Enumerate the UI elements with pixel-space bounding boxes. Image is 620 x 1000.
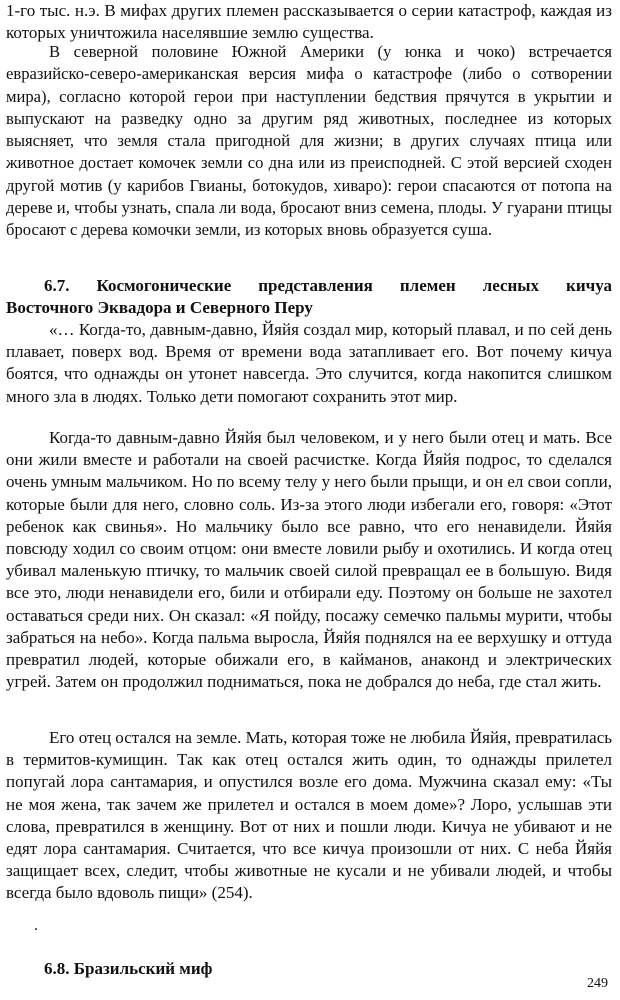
paragraph-father-story: Его отец остался на земле. Мать, которая тоже не любила Йяйя, превратилась в термитов-кумищин. Так как отец остался жить один, то однажды прилетел попугай лора сантамария, и опустился возле его дома. Мужчина сказал ему: «Ты не моя жена, так зачем же прилетел и остался в моем доме»? Лоро, услышав эти слова, превратился в женщину. Вот от них и пошли люди. Кичуа не убивают и не едят лора сантамария. Считается, что все кичуа произошли от них. С неба Йяйя защищает всех, следит, чтобы животные не кусали и не убивали людей, и чтобы всегда было вдоволь пищи» (254).	[6, 728, 612, 903]
heading-word: племен	[399, 276, 456, 295]
section-heading-6-8: 6.8. Бразильский миф	[44, 959, 213, 978]
paragraph-myth-quote-start: «… Когда-то, давным-давно, Йяйя создал мир, который плавал, и по сей день плавает, поверх вод. Время от времени вода затапливает его. Вот почему кичуа боятся, что однажды он утонет навсегда. Это случится, когда накопится слишком много зла в людях. Только дети помогают сохранить этот мир.	[6, 320, 612, 406]
heading-word: представления	[258, 276, 373, 295]
heading-word: 6.7.	[44, 276, 70, 295]
paragraph-catastrophe-myth: В северной половине Южной Америки (у юнка и чоко) встречается евразийско-северо-американская версия мифа о катастрофе (либо о сотворении мира), согласно которой герои при наступлении бедствия прячутся в укрытии и выпускают на разведку одно за другим ряд животных, последнее из которых выясняет, что земля стала пригодной для жизни; в других случаях птица или животное достает комочек земли со дна или из преисподней. С этой версией сходен другой мотив (у карибов Гвианы, ботокудов, хиваро): герои спасаются от потопа на дереве и, чтобы узнать, спала ли вода, бросают вниз семена, плоды. У гуарани птицы бросают с дерева комочки земли, из которых вновь образуется суша.	[6, 42, 612, 240]
page-number: 249	[587, 976, 608, 991]
heading-word: лесных	[482, 276, 540, 295]
stray-mark: .	[34, 917, 38, 934]
paragraph-continuation: 1-го тыс. н.э. В мифах других племен рассказывается о серии катастроф, каждая из которых уничтожила населявшие землю существа.	[6, 1, 612, 43]
section-heading-6-7	[6, 275, 612, 319]
heading-word: кичуа	[566, 276, 612, 295]
section-heading-6-7-line-2: Восточного Эквадора и Северного Перу	[6, 298, 313, 317]
paragraph-yaya-story: Когда-то давным-давно Йяйя был человеком, и у него были отец и мать. Все они жили вместе и работали на своей расчистке. Когда Йяйя подрос, то сделался очень умным мальчиком. Но по всему телу у него были прыщи, и он ел свои сопли, которые были для него, словно соль. Из-за этого люди избегали его, говоря: «Этот ребенок как свинья». Но мальчику было все равно, что его ненавидели. Йяйя повсюду ходил со своим отцом: они вместе ловили рыбу и охотились. И когда отец убивал маленькую птичку, то мальчик своей силой превращал ее в большую. Видя все это, люди ненавидели его, били и отбирали еду. Поэтому он больше не захотел оставаться среди них. Он сказал: «Я пойду, посажу семечко пальмы мурити, чтобы забраться на небо». Когда пальма выросла, Йяйя поднялся на ее верхушку и оттуда превратил людей, которые обижали его, в кайманов, анаконд и электрических угрей. Затем он продолжил подниматься, пока не добрался до неба, где стал жить.	[6, 428, 612, 692]
section-heading-6-7-line-1	[6, 275, 612, 297]
heading-word: Космогонические	[96, 276, 232, 295]
